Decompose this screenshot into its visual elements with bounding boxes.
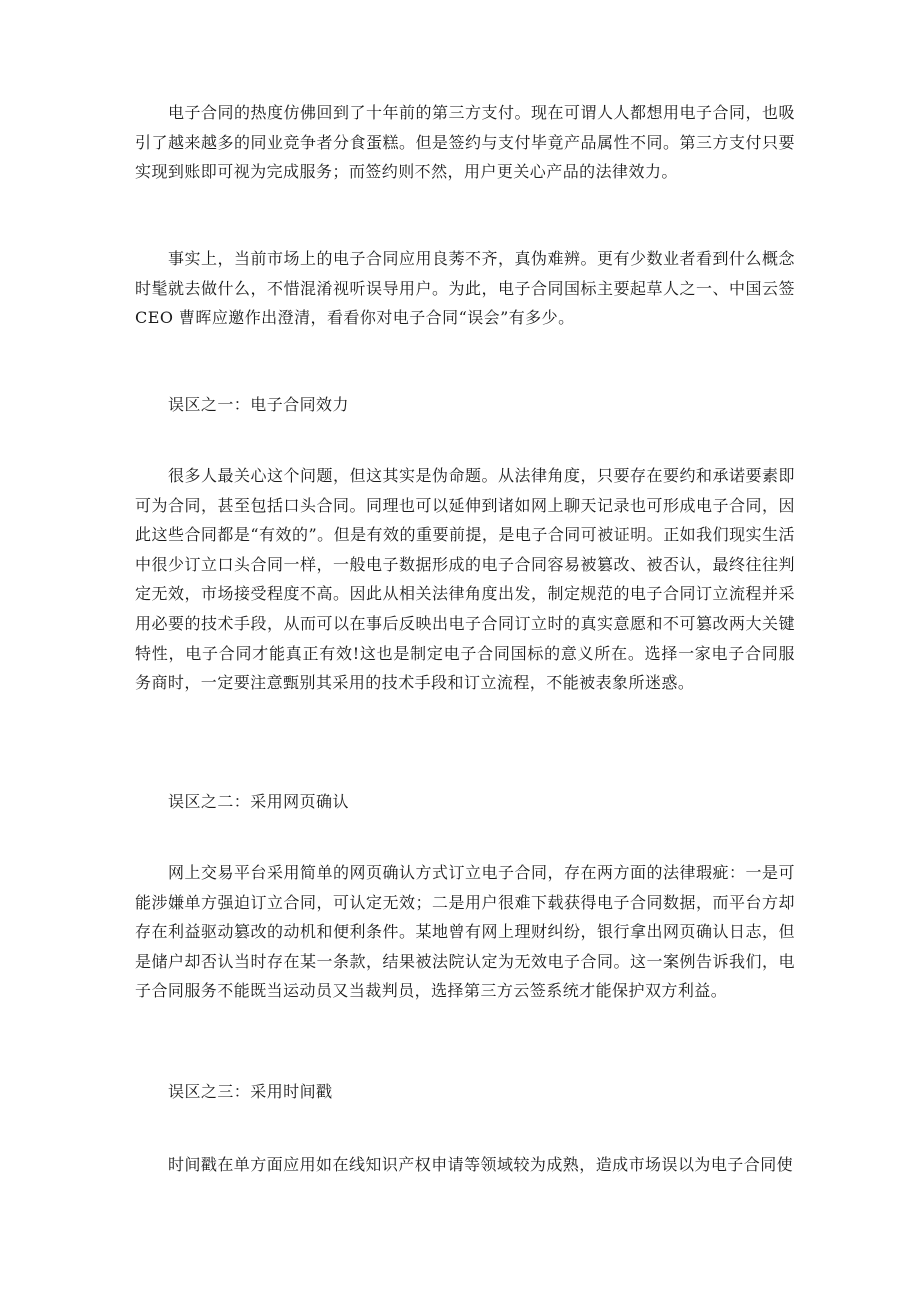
paragraph-section-1: 很多人最关心这个问题，但这其实是伪命题。从法律角度，只要存在要约和承诺要素即可为合同，甚至包括口头合同。同理也可以延伸到诸如网上聊天记录也可形成电子合同，因此这些合同都是“有效的”。但是有效的重要前提，是电子合同可被证明。正如我们现实生活中很少订立口头合同一样，一般电子数据形成的电子合同容易被篡改、被否认，最终往往判定无效，市场接受程度不高。因此从相关法律角度出发，制定规范的电子合同订立流程并采用必要的技术手段，从而可以在事后反映出电子合同订立时的真实意愿和不可篡改两大关键特性，电子合同才能真正有效!这也是制定电子合同国标的意义所在。选择一家电子合同服务商时，一定要注意甄别其采用的技术手段和订立流程，不能被表象所迷惑。 (135, 466, 795, 693)
paragraph-section-3: 时间戳在单方面应用如在线知识产权申请等领域较为成熟，造成市场误以为电子合同使 (168, 1155, 794, 1174)
paragraph-section-2: 网上交易平台采用简单的网页确认方式订立电子合同，存在两方面的法律瑕疵：一是可能涉嫌单方强迫订立合同，可认定无效；二是用户很难下载获得电子合同数据，而平台方却存在利益驱动篡改的动机和便利条件。某地曾有网上理财纠纷，银行拿出网页确认日志，但是储户却否认当时存在某一条款，结果被法院认定为无效电子合同。这一案例告诉我们，电子合同服务不能既当运动员又当裁判员，选择第三方云签系统才能保护双方利益。 (135, 863, 795, 1001)
section-heading-2: 误区之二：采用网页确认 (168, 792, 349, 811)
paragraph-context: 事实上，当前市场上的电子合同应用良莠不齐，真伪难辨。更有少数业者看到什么概念时髦就去做什么，不惜混淆视听误导用户。为此，电子合同国标主要起草人之一、中国云签CEO 曹晖应邀作出澄清，看看你对电子合同“误会”有多少。 (135, 249, 795, 328)
section-heading-1: 误区之一：电子合同效力 (168, 395, 349, 414)
section-heading-3: 误区之三：采用时间戳 (168, 1082, 333, 1101)
paragraph-intro: 电子合同的热度仿佛回到了十年前的第三方支付。现在可谓人人都想用电子合同，也吸引了越来越多的同业竞争者分食蛋糕。但是签约与支付毕竟产品属性不同。第三方支付只要实现到账即可视为完成服务；而签约则不然，用户更关心产品的法律效力。 (135, 103, 795, 182)
